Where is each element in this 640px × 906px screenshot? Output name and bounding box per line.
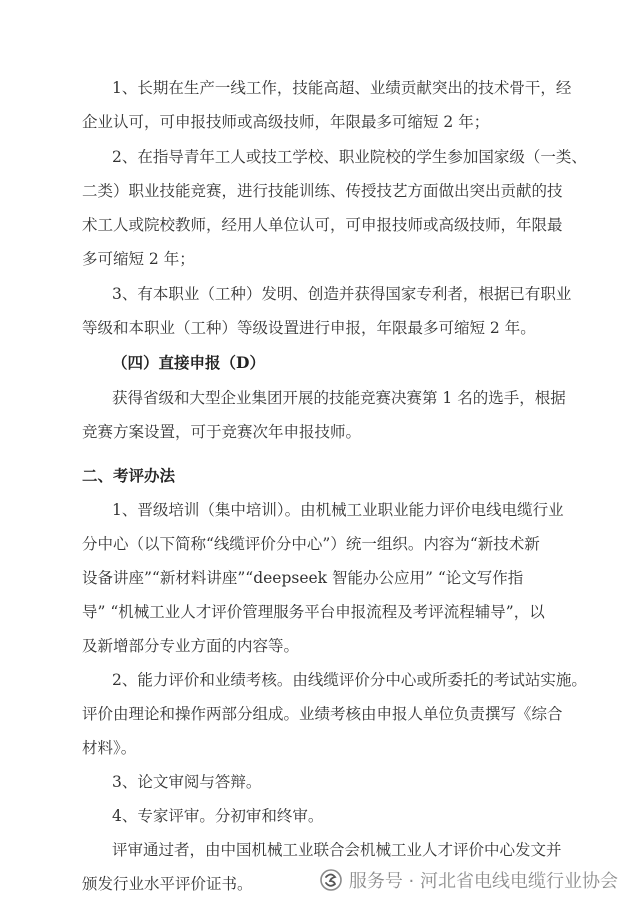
paragraph-line: 企业认可，可申报技师或高级技师，年限最多可缩短 2 年； <box>82 113 490 131</box>
paragraph-line: 多可缩短 2 年； <box>82 250 195 268</box>
paragraph-line: 1、长期在生产一线工作，技能高超、业绩贡献突出的技术骨干，经 <box>112 79 572 97</box>
paragraph-line: 材料》。 <box>82 739 137 757</box>
watermark-text: 服务号 · 河北省电线电缆行业协会 <box>348 871 618 892</box>
paragraph-line: 3、论文审阅与答辩。 <box>112 773 262 791</box>
paragraph-line: 颁发行业水平评价证书。 <box>82 875 253 893</box>
watermark <box>319 865 618 895</box>
paragraph-line: 二类）职业技能竞赛，进行技能训练、传授技艺方面做出突出贡献的技 <box>82 182 563 200</box>
paragraph-line: 评审通过者，由中国机械工业联合会机械工业人才评价中心发文并 <box>112 841 562 859</box>
paragraph-line: 1、晋级培训（集中培训）。由机械工业职业能力评价电线电缆行业 <box>112 501 564 519</box>
wechat-logo-icon <box>319 868 343 892</box>
paragraph-line: 竞赛方案设置，可于竞赛次年申报技师。 <box>82 423 362 441</box>
paragraph-line: 术工人或院校教师，经用人单位认可，可申报技师或高级技师，年限最 <box>82 216 563 234</box>
paragraph-line: 分中心（以下简称“线缆评价分中心”）统一组织。内容为“新技术新 <box>82 535 540 553</box>
paragraph-line: 设备讲座”“新材料讲座”“deepseek 智能办公应用” “论文写作指 <box>82 569 524 587</box>
paragraph-line: 等级和本职业（工种）等级设置进行申报，年限最多可缩短 2 年。 <box>82 319 536 337</box>
paragraph-line: 导” “机械工业人才评价管理服务平台申报流程及考评流程辅导”，以 <box>82 603 545 621</box>
paragraph-line: 2、在指导青年工人或技工学校、职业院校的学生参加国家级（一类、 <box>112 148 587 166</box>
paragraph-line: 及新增部分专业方面的内容等。 <box>82 637 300 655</box>
paragraph-line: 评价由理论和操作两部分组成。业绩考核由申报人单位负责撰写《综合 <box>82 705 563 723</box>
section-heading: （四）直接申报（D） <box>112 353 265 372</box>
paragraph-line: 4、专家评审。分初审和终审。 <box>112 807 324 825</box>
paragraph-line: 2、能力评价和业绩考核。由线缆评价分中心或所委托的考试站实施。 <box>112 671 587 689</box>
paragraph-line: 获得省级和大型企业集团开展的技能竞赛决赛第 1 名的选手，根据 <box>112 389 566 407</box>
paragraph-line: 3、有本职业（工种）发明、创造并获得国家专利者，根据已有职业 <box>112 285 572 303</box>
section-heading: 二、考评办法 <box>82 466 176 485</box>
